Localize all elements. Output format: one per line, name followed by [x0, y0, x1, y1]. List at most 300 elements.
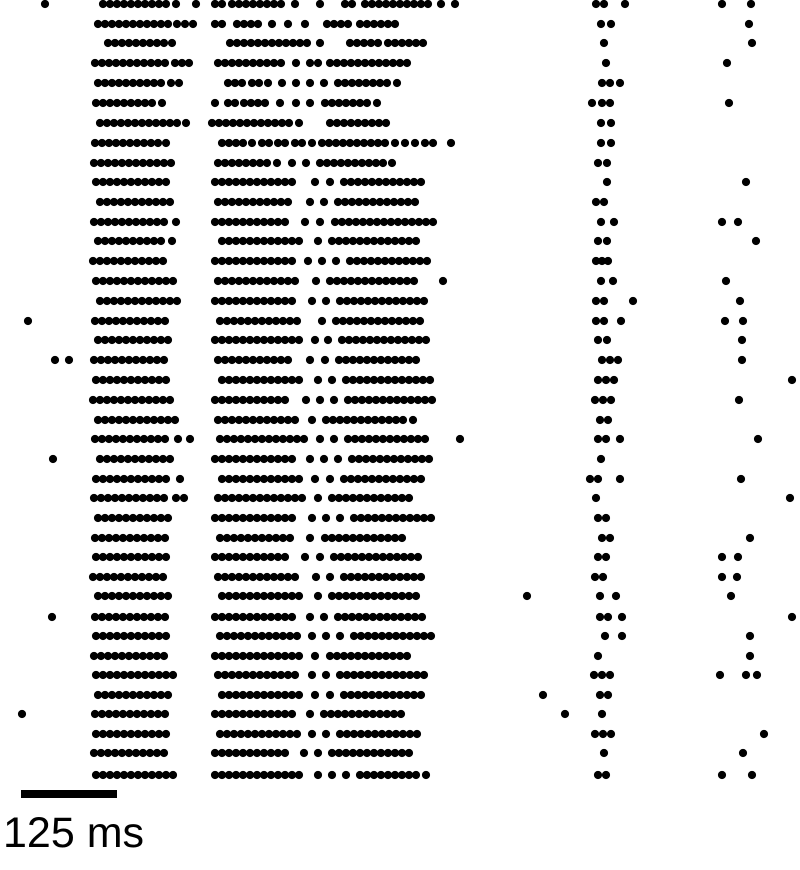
- spike-dot: [246, 710, 254, 718]
- spike-dot: [295, 592, 303, 600]
- spike-dot: [385, 671, 393, 679]
- spike-dot: [115, 691, 123, 699]
- spike-dot: [347, 277, 355, 285]
- spike-dot: [146, 749, 154, 757]
- spike-dot: [90, 749, 98, 757]
- spike-dot: [594, 159, 602, 167]
- spike-dot: [592, 0, 600, 8]
- spike-dot: [604, 257, 612, 265]
- spike-dot: [284, 20, 292, 28]
- spike-dot: [316, 396, 324, 404]
- spike-dot: [119, 613, 127, 621]
- spike-dot: [141, 0, 149, 8]
- spike-dot: [347, 59, 355, 67]
- spike-dot: [288, 257, 296, 265]
- spike-dot: [621, 0, 629, 8]
- spike-dot: [127, 0, 135, 8]
- spike-dot: [289, 39, 297, 47]
- spike-dot: [396, 59, 404, 67]
- spike-dot: [274, 592, 282, 600]
- spike-dot: [161, 710, 169, 718]
- spike-dot: [122, 691, 130, 699]
- spike-dot: [232, 771, 240, 779]
- spike-dot: [335, 494, 343, 502]
- spike-dot: [136, 691, 144, 699]
- spike-dot: [111, 494, 119, 502]
- spike-dot: [334, 79, 342, 87]
- spike-dot: [136, 336, 144, 344]
- spike-dot: [111, 356, 119, 364]
- spike-dot: [383, 198, 391, 206]
- spike-dot: [98, 317, 106, 325]
- spike-dot: [48, 613, 56, 621]
- spike-dot: [414, 553, 422, 561]
- spike-dot: [143, 416, 151, 424]
- spike-dot: [382, 652, 390, 660]
- spike-dot: [126, 613, 134, 621]
- spike-dot: [363, 592, 371, 600]
- spike-dot: [361, 0, 369, 8]
- spike-dot: [735, 396, 743, 404]
- spike-dot: [599, 573, 607, 581]
- spike-dot: [322, 632, 330, 640]
- spike-dot: [225, 336, 233, 344]
- spike-dot: [261, 39, 269, 47]
- spike-dot: [375, 573, 383, 581]
- spike-dot: [120, 771, 128, 779]
- spike-dot: [594, 771, 602, 779]
- spike-dot: [101, 336, 109, 344]
- spike-dot: [274, 139, 282, 147]
- spike-dot: [249, 159, 257, 167]
- spike-dot: [278, 79, 286, 87]
- spike-dot: [108, 592, 116, 600]
- spike-dot: [383, 79, 391, 87]
- spike-dot: [322, 671, 330, 679]
- spike-dot: [172, 494, 180, 502]
- spike-dot: [120, 553, 128, 561]
- spike-dot: [110, 573, 118, 581]
- spike-dot: [606, 534, 614, 542]
- spike-dot: [376, 79, 384, 87]
- spike-dot: [414, 435, 422, 443]
- spike-dot: [251, 632, 259, 640]
- spike-dot: [386, 553, 394, 561]
- spike-dot: [115, 20, 123, 28]
- spike-dot: [403, 59, 411, 67]
- spike-dot: [353, 39, 361, 47]
- spike-dot: [141, 475, 149, 483]
- spike-dot: [129, 336, 137, 344]
- spike-dot: [134, 730, 142, 738]
- spike-dot: [412, 376, 420, 384]
- spike-dot: [270, 671, 278, 679]
- spike-dot: [256, 573, 264, 581]
- spike-dot: [159, 257, 167, 265]
- spike-dot: [365, 159, 373, 167]
- spike-dot: [127, 277, 135, 285]
- spike-dot: [242, 159, 250, 167]
- spike-dot: [134, 771, 142, 779]
- spike-dot: [306, 59, 314, 67]
- spike-dot: [94, 237, 102, 245]
- spike-dot: [362, 613, 370, 621]
- spike-dot: [260, 553, 268, 561]
- spike-dot: [391, 494, 399, 502]
- spike-dot: [232, 336, 240, 344]
- spike-dot: [126, 534, 134, 542]
- spike-dot: [235, 494, 243, 502]
- spike-dot: [354, 59, 362, 67]
- spike-dot: [264, 79, 272, 87]
- spike-dot: [150, 691, 158, 699]
- spike-dot: [368, 691, 376, 699]
- spike-dot: [600, 749, 608, 757]
- spike-dot: [211, 710, 219, 718]
- spike-dot: [155, 277, 163, 285]
- spike-dot: [166, 297, 174, 305]
- spike-dot: [733, 573, 741, 581]
- spike-dot: [350, 671, 358, 679]
- spike-dot: [361, 573, 369, 581]
- spike-dot: [51, 356, 59, 364]
- spike-dot: [396, 178, 404, 186]
- spike-dot: [354, 119, 362, 127]
- spike-dot: [349, 99, 357, 107]
- spike-dot: [270, 494, 278, 502]
- spike-dot: [258, 534, 266, 542]
- spike-dot: [162, 0, 170, 8]
- spike-dot: [131, 119, 139, 127]
- spike-dot: [345, 336, 353, 344]
- spike-dot: [316, 159, 324, 167]
- spike-dot: [164, 691, 172, 699]
- spike-dot: [208, 119, 216, 127]
- spike-dot: [604, 691, 612, 699]
- spike-dot: [157, 20, 165, 28]
- spike-dot: [370, 771, 378, 779]
- spike-dot: [249, 573, 257, 581]
- spike-dot: [295, 376, 303, 384]
- spike-dot: [288, 514, 296, 522]
- spike-dot: [592, 317, 600, 325]
- spike-dot: [428, 396, 436, 404]
- spike-dot: [263, 0, 271, 8]
- spike-dot: [242, 416, 250, 424]
- spike-dot: [134, 671, 142, 679]
- spike-dot: [127, 178, 135, 186]
- spike-dot: [393, 396, 401, 404]
- spike-dot: [591, 573, 599, 581]
- spike-dot: [218, 592, 226, 600]
- spike-dot: [277, 0, 285, 8]
- spike-dot: [267, 376, 275, 384]
- spike-dot: [367, 257, 375, 265]
- spike-dot: [718, 771, 726, 779]
- spike-dot: [421, 139, 429, 147]
- spike-dot: [99, 475, 107, 483]
- spike-dot: [270, 416, 278, 424]
- spike-dot: [723, 59, 731, 67]
- spike-dot: [603, 159, 611, 167]
- spike-dot: [349, 592, 357, 600]
- spike-dot: [218, 237, 226, 245]
- spike-dot: [403, 178, 411, 186]
- spike-dot: [246, 297, 254, 305]
- spike-dot: [348, 455, 356, 463]
- spike-dot: [288, 159, 296, 167]
- spike-dot: [346, 139, 354, 147]
- spike-dot: [126, 710, 134, 718]
- spike-dot: [172, 218, 180, 226]
- spike-dot: [365, 435, 373, 443]
- spike-dot: [354, 573, 362, 581]
- spike-dot: [98, 59, 106, 67]
- spike-dot: [417, 0, 425, 8]
- spike-dot: [361, 691, 369, 699]
- spike-dot: [332, 139, 340, 147]
- spike-dot: [291, 277, 299, 285]
- spike-dot: [398, 771, 406, 779]
- spike-dot: [368, 119, 376, 127]
- spike-dot: [211, 218, 219, 226]
- spike-dot: [97, 652, 105, 660]
- spike-dot: [357, 297, 365, 305]
- spike-dot: [402, 257, 410, 265]
- spike-dot: [356, 20, 364, 28]
- spike-dot: [112, 613, 120, 621]
- spike-dot: [211, 553, 219, 561]
- spike-dot: [153, 494, 161, 502]
- spike-dot: [246, 218, 254, 226]
- spike-dot: [239, 396, 247, 404]
- spike-dot: [594, 336, 602, 344]
- spike-dot: [277, 356, 285, 364]
- spike-dot: [328, 771, 336, 779]
- spike-dot: [215, 119, 223, 127]
- spike-dot: [752, 237, 760, 245]
- spike-dot: [322, 416, 330, 424]
- spike-dot: [155, 632, 163, 640]
- spike-dot: [274, 749, 282, 757]
- spike-dot: [394, 336, 402, 344]
- spike-dot: [113, 771, 121, 779]
- spike-dot: [168, 39, 176, 47]
- spike-dot: [253, 553, 261, 561]
- spike-dot: [103, 573, 111, 581]
- spike-dot: [132, 159, 140, 167]
- spike-dot: [140, 710, 148, 718]
- spike-dot: [98, 534, 106, 542]
- spike-dot: [251, 730, 259, 738]
- spike-dot: [439, 277, 447, 285]
- spike-dot: [265, 317, 273, 325]
- spike-dot: [260, 396, 268, 404]
- spike-dot: [592, 297, 600, 305]
- spike-dot: [112, 59, 120, 67]
- spike-dot: [97, 494, 105, 502]
- spike-dot: [147, 710, 155, 718]
- spike-dot: [110, 119, 118, 127]
- spike-dot: [396, 691, 404, 699]
- spike-dot: [388, 317, 396, 325]
- spike-dot: [148, 99, 156, 107]
- spike-dot: [127, 553, 135, 561]
- spike-dot: [349, 376, 357, 384]
- spike-dot: [394, 218, 402, 226]
- spike-dot: [405, 237, 413, 245]
- spike-dot: [108, 514, 116, 522]
- spike-dot: [124, 573, 132, 581]
- spike-dot: [381, 139, 389, 147]
- spike-dot: [403, 652, 411, 660]
- spike-dot: [124, 119, 132, 127]
- spike-dot: [596, 416, 604, 424]
- spike-dot: [124, 257, 132, 265]
- spike-dot: [340, 573, 348, 581]
- spike-dot: [90, 494, 98, 502]
- spike-dot: [110, 198, 118, 206]
- spike-dot: [141, 178, 149, 186]
- spike-dot: [739, 317, 747, 325]
- spike-dot: [300, 749, 308, 757]
- spike-dot: [251, 435, 259, 443]
- spike-dot: [284, 198, 292, 206]
- spike-dot: [358, 396, 366, 404]
- spike-dot: [357, 671, 365, 679]
- spike-dot: [369, 455, 377, 463]
- spike-dot: [122, 592, 130, 600]
- spike-dot: [328, 99, 336, 107]
- spike-dot: [270, 356, 278, 364]
- spike-dot: [389, 59, 397, 67]
- spike-dot: [96, 198, 104, 206]
- spike-dot: [387, 336, 395, 344]
- spike-dot: [97, 749, 105, 757]
- spike-dot: [132, 218, 140, 226]
- spike-dot: [754, 435, 762, 443]
- spike-dot: [218, 613, 226, 621]
- spike-dot: [235, 277, 243, 285]
- spike-dot: [606, 356, 614, 364]
- spike-dot: [228, 59, 236, 67]
- spike-dot: [356, 534, 364, 542]
- spike-dot: [347, 691, 355, 699]
- spike-dot: [145, 257, 153, 265]
- spike-dot: [410, 277, 418, 285]
- spike-dot: [385, 416, 393, 424]
- spike-dot: [253, 613, 261, 621]
- spike-dot: [301, 218, 309, 226]
- spike-dot: [140, 613, 148, 621]
- spike-dot: [361, 652, 369, 660]
- spike-dot: [147, 317, 155, 325]
- spike-dot: [139, 159, 147, 167]
- spike-dot: [597, 277, 605, 285]
- spike-dot: [291, 416, 299, 424]
- spike-dot: [602, 59, 610, 67]
- spike-dot: [218, 691, 226, 699]
- spike-dot: [263, 573, 271, 581]
- spike-dot: [148, 730, 156, 738]
- spike-dot: [230, 632, 238, 640]
- spike-dot: [169, 671, 177, 679]
- spike-dot: [598, 671, 606, 679]
- spike-dot: [218, 297, 226, 305]
- spike-dot: [256, 416, 264, 424]
- spike-dot: [232, 710, 240, 718]
- spike-dot: [369, 613, 377, 621]
- spike-dot: [594, 435, 602, 443]
- spike-dot: [155, 0, 163, 8]
- spike-dot: [602, 771, 610, 779]
- spike-dot: [258, 632, 266, 640]
- spike-dot: [404, 198, 412, 206]
- spike-dot: [390, 613, 398, 621]
- spike-dot: [240, 20, 248, 28]
- spike-dot: [143, 237, 151, 245]
- spike-dot: [610, 218, 618, 226]
- spike-dot: [606, 671, 614, 679]
- spike-dot: [272, 730, 280, 738]
- spike-dot: [598, 79, 606, 87]
- spike-dot: [155, 178, 163, 186]
- spike-dot: [410, 691, 418, 699]
- spike-dot: [306, 710, 314, 718]
- spike-dot: [396, 573, 404, 581]
- spike-dot: [607, 396, 615, 404]
- spike-dot: [370, 749, 378, 757]
- spike-dot: [260, 514, 268, 522]
- spike-dot: [382, 277, 390, 285]
- spike-dot: [291, 573, 299, 581]
- spike-dot: [164, 592, 172, 600]
- spike-dot: [421, 396, 429, 404]
- spike-dot: [117, 257, 125, 265]
- spike-dot: [113, 475, 121, 483]
- spike-dot: [256, 277, 264, 285]
- spike-dot: [150, 416, 158, 424]
- spike-dot: [334, 613, 342, 621]
- spike-dot: [403, 691, 411, 699]
- spike-dot: [281, 237, 289, 245]
- spike-dot: [392, 297, 400, 305]
- spike-dot: [368, 652, 376, 660]
- spike-dot: [113, 553, 121, 561]
- spike-dot: [356, 494, 364, 502]
- spike-dot: [341, 613, 349, 621]
- spike-dot: [356, 356, 364, 364]
- spike-dot: [281, 771, 289, 779]
- spike-dot: [267, 514, 275, 522]
- spike-dot: [322, 514, 330, 522]
- spike-dot: [320, 198, 328, 206]
- spike-dot: [355, 79, 363, 87]
- spike-dot: [154, 317, 162, 325]
- spike-dot: [18, 710, 26, 718]
- spike-dot: [99, 553, 107, 561]
- spike-dot: [314, 494, 322, 502]
- spike-dot: [360, 317, 368, 325]
- spike-dot: [371, 514, 379, 522]
- spike-dot: [300, 435, 308, 443]
- spike-dot: [353, 317, 361, 325]
- spike-dot: [113, 178, 121, 186]
- spike-dot: [359, 336, 367, 344]
- spike-dot: [162, 771, 170, 779]
- spike-dot: [153, 749, 161, 757]
- spike-dot: [391, 20, 399, 28]
